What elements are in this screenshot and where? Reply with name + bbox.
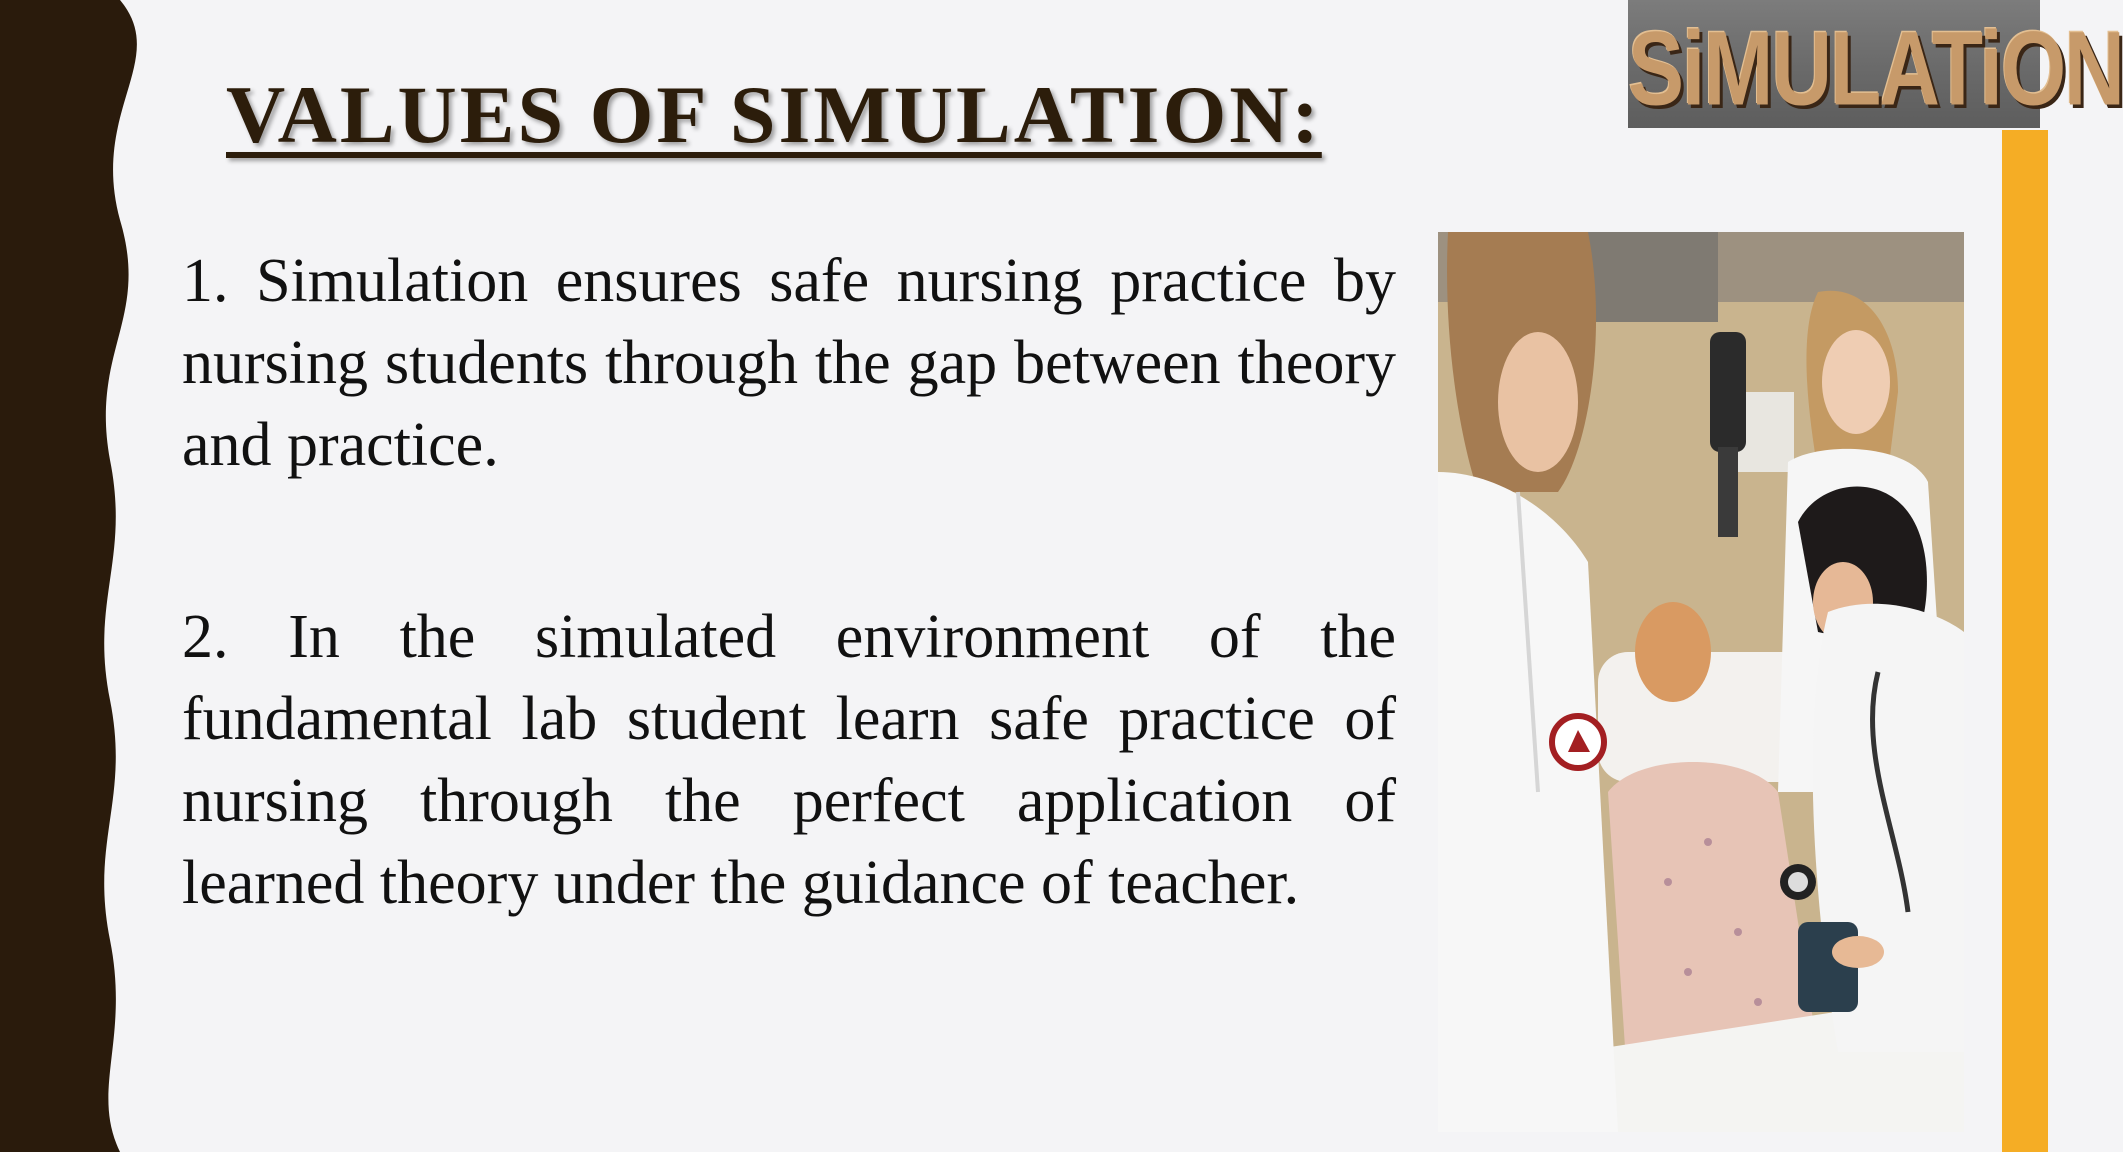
point-2: 2. In the simulated environment of the fundamental lab student learn safe practice of nursing through the perfect application of learned theory under the guidance of teacher. [182, 603, 1396, 917]
accent-stripe [2002, 130, 2048, 1152]
slide-title: VALUES OF SIMULATION: [226, 69, 1322, 160]
simulation-logo [1628, 0, 2123, 128]
wavy-left-border [0, 0, 160, 1152]
nursing-simulation-photo [1438, 232, 1964, 1132]
slide-body [182, 240, 1396, 924]
logo-text: SiMULATiON [1628, 9, 2123, 127]
point-1: 1. Simulation ensures safe nursing practice by nursing students through the gap between theory and practice. [182, 247, 1396, 479]
